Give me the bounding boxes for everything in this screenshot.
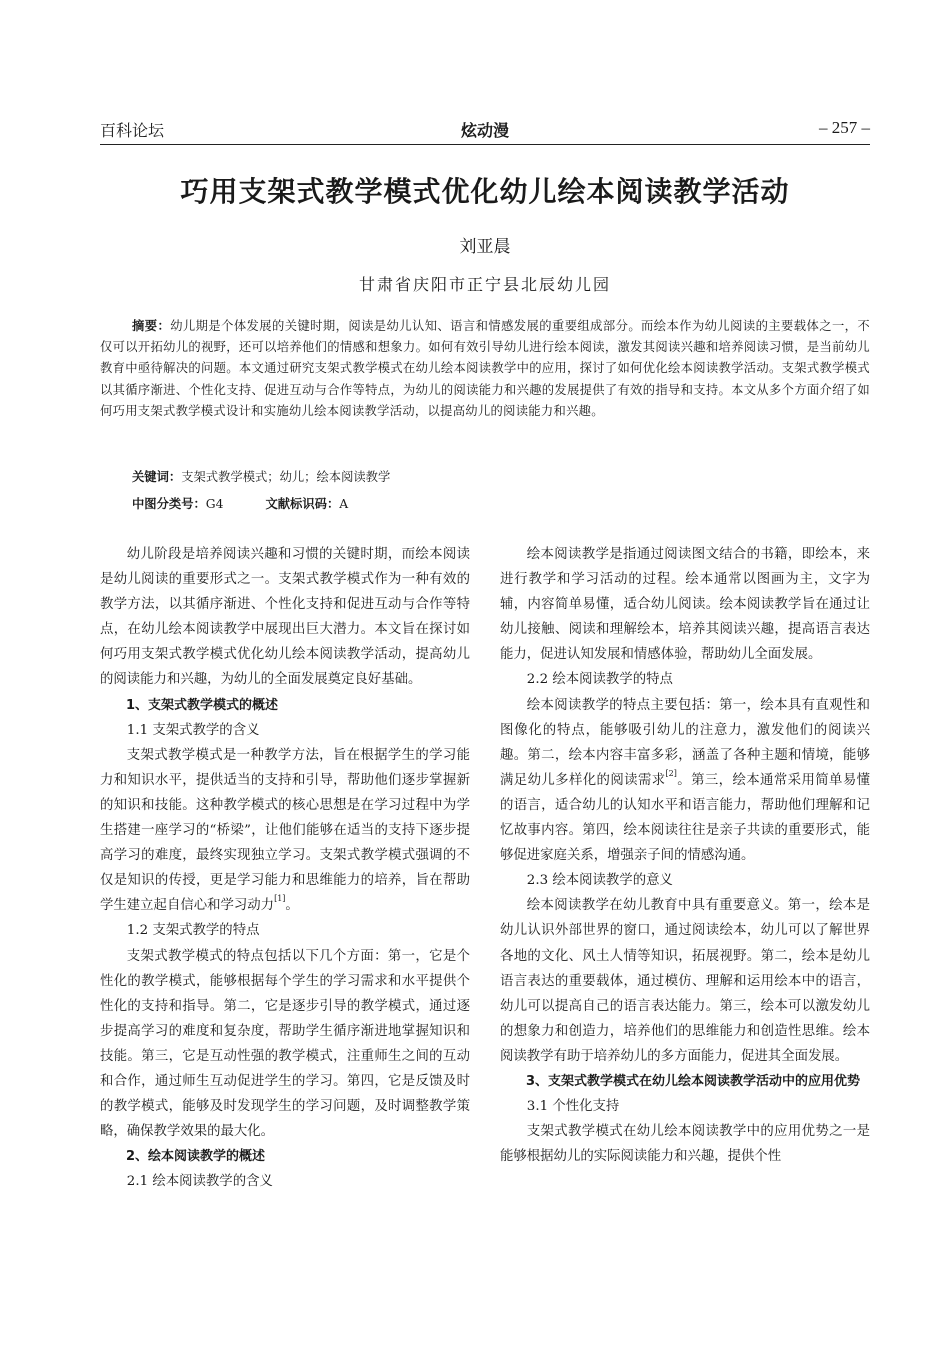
paragraph-1-1-text: 支架式教学模式是一种教学方法，旨在根据学生的学习能力和知识水平，提供适当的支持和引导，帮助他们逐步掌握新的知识和技能。这种教学模式的核心思想是在学习过程中为学生搭建一座学习的“桥梁”，让他们能够在适当的支持下逐步提高学习的难度，最终实现独立学习。支架式教学模式强调的不仅是知识的传授，更是学习能力和思维能力的培养，旨在帮助学生建立起自信心和学习动力 (100, 747, 470, 914)
intro-paragraph: 幼儿阶段是培养阅读兴趣和习惯的关键时期，而绘本阅读是幼儿阅读的重要形式之一。支架式教学模式作为一种有效的教学方法，以其循序渐进、个性化支持和促进互动与合作等特点，在幼儿绘本阅读教学中展现出巨大潜力。本文旨在探讨如何巧用支架式教学模式优化幼儿绘本阅读教学活动，提高幼儿的阅读能力和兴趣，为幼儿的全面发展奠定良好基础。 (100, 547, 470, 688)
abstract-text: 幼儿期是个体发展的关键时期，阅读是幼儿认知、语言和情感发展的重要组成部分。而绘本作为幼儿阅读的主要载体之一，不仅可以开拓幼儿的视野，还可以培养他们的情感和想象力。如何有效引导幼儿进行绘本阅读，激发其阅读兴趣和培养阅读习惯，是当前幼儿教育中亟待解决的问题。本文通过研究支架式教学模式在幼儿绘本阅读教学中的应用，探讨了如何优化绘本阅读教学活动。支架式教学模式以其循序渐进、个性化支持、促进互动与合作等特点，为幼儿的阅读能力和兴趣的发展提供了有效的指导和支持。本文从多个方面介绍了如何巧用支架式教学模式设计和实施幼儿绘本阅读教学活动，以提高幼儿的阅读能力和兴趣。 (100, 319, 870, 418)
keywords-text: 支架式教学模式；幼儿；绘本阅读教学 (181, 470, 391, 484)
keywords-label: 关键词： (132, 470, 182, 484)
subsection-heading-2-3: 2.3 绘本阅读教学的意义 (526, 873, 673, 889)
section-heading-3: 3、支架式教学模式在幼儿绘本阅读教学活动中的应用优势 (526, 1073, 861, 1089)
citation-2: [2] (665, 768, 677, 778)
article-title: 巧用支架式教学模式优化幼儿绘本阅读教学活动 (180, 175, 790, 208)
citation-1: [1] (274, 894, 286, 904)
paragraph-2-3: 绘本阅读教学在幼儿教育中具有重要意义。第一，绘本是幼儿认识外部世界的窗口，通过阅读绘本，幼儿可以了解世界各地的文化、风土人情等知识，拓展视野。第二，绘本是幼儿语言表达的重要载体，通过模仿、理解和运用绘本中的语言，幼儿可以提高自己的语言表达能力。第三，绘本可以激发幼儿的想象力和创造力，培养他们的思维能力和创造性思维。绘本阅读教学有助于培养幼儿的多方面能力，促进其全面发展。 (500, 898, 870, 1064)
author-affiliation: 甘肃省庆阳市正宁县北辰幼儿园 (358, 275, 611, 294)
paragraph-2-2-end: 。第三，绘本通常采用简单易懂的语言，适合幼儿的认知水平和语言能力，帮助他们理解和记忆故事内容。第四，绘本阅读往往是亲子共读的重要形式，能够促进家庭关系，增强亲子间的情感沟通。 (500, 772, 871, 864)
paragraph-2-2-text: 绘本阅读教学的特点主要包括：第一，绘本具有直观性和图像化的特点，能够吸引幼儿的注意力，激发他们的阅读兴趣。第二，绘本内容丰富多彩，涵盖了各种主题和情境，能够满足幼儿多样化的阅读需求 (500, 697, 870, 788)
subsection-heading-2-2: 2.2 绘本阅读教学的特点 (526, 672, 673, 688)
subsection-heading-2-1: 2.1 绘本阅读教学的含义 (126, 1174, 273, 1190)
paragraph-2-2 (500, 693, 870, 869)
header-journal-name: 炫动漫 (460, 121, 509, 140)
subsection-heading-3-1: 3.1 个性化支持 (526, 1099, 620, 1115)
keywords (132, 467, 390, 485)
doc-code-value: A (339, 497, 349, 511)
clc-label: 中图分类号： (132, 497, 206, 511)
body-column-left (100, 542, 470, 1194)
paragraph-1-1-end: 。 (285, 898, 299, 914)
running-header (100, 118, 870, 145)
section-heading-2: 2、绘本阅读教学的概述 (126, 1149, 266, 1165)
paragraph-1-1 (100, 743, 470, 919)
doc-code-label: 文献标识码： (265, 497, 340, 511)
abstract (100, 316, 870, 422)
abstract-label: 摘要： (132, 319, 171, 333)
subsection-heading-1-2: 1.2 支架式教学的特点 (126, 923, 260, 939)
header-page-number: – 257 – (819, 118, 870, 137)
classification-line (132, 494, 348, 512)
paragraph-3-1: 支架式教学模式在幼儿绘本阅读教学中的应用优势之一是能够根据幼儿的实际阅读能力和兴趣，提供个性 (500, 1124, 870, 1165)
section-heading-1: 1、支架式教学模式的概述 (126, 697, 279, 713)
clc-value: G4 (205, 497, 224, 511)
body-column-right (500, 542, 870, 1169)
paragraph-2-1: 绘本阅读教学是指通过阅读图文结合的书籍，即绘本，来进行教学和学习活动的过程。绘本通常以图画为主，文字为辅，内容简单易懂，适合幼儿阅读。绘本阅读教学旨在通过让幼儿接触、阅读和理解绘本，培养其阅读兴趣，提高语言表达能力，促进认知发展和情感体验，帮助幼儿全面发展。 (500, 547, 870, 663)
header-section-name: 百科论坛 (100, 121, 165, 140)
article-author: 刘亚晨 (459, 237, 511, 257)
subsection-heading-1-1: 1.1 支架式教学的含义 (126, 722, 260, 738)
paragraph-1-2: 支架式教学模式的特点包括以下几个方面：第一，它是个性化的教学模式，能够根据每个学生的学习需求和水平提供个性化的支持和指导。第二，它是逐步引导的教学模式，通过逐步提高学习的难度和复杂度，帮助学生循序渐进地掌握知识和技能。第三，它是互动性强的教学模式，注重师生之间的互动和合作，通过师生互动促进学生的学习。第四，它是反馈及时的教学模式，能够及时发现学生的学习问题，及时调整教学策略，确保教学效果的最大化。 (100, 948, 470, 1140)
